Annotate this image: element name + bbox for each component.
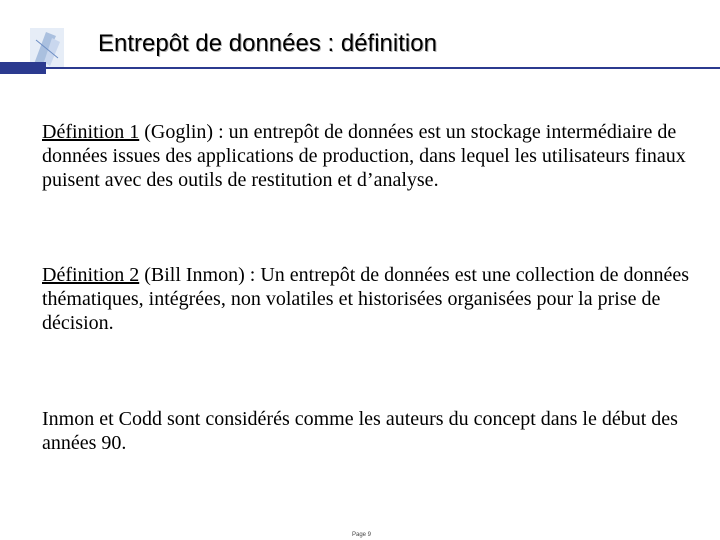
title-underline-bar [0, 62, 720, 74]
title-bar-line [46, 67, 720, 69]
note-paragraph: Inmon et Codd sont considérés comme les auteurs du concept dans le début des années 90. [42, 408, 678, 454]
definition-2-text: (Bill Inmon) : Un entrepôt de données est une collection de données thématiques, intégrées, non volatiles et historisées organisées pour la prise de décision. [42, 264, 690, 334]
slide-title: Entrepôt de données : définition [98, 30, 437, 57]
title-bar-block [0, 62, 46, 74]
definition-2 [42, 263, 702, 335]
definition-2-label: Définition 2 [42, 264, 140, 286]
page-number: Page 9 [352, 532, 372, 538]
definition-1-text: (Goglin) : un entrepôt de données est un stockage intermédiaire de données issues des applications de production, dans lequel les utilisateurs finaux puisent avec des outils de restitution et d’analyse. [42, 121, 686, 191]
definition-1 [42, 120, 702, 192]
definition-1-label: Définition 1 [42, 121, 140, 143]
